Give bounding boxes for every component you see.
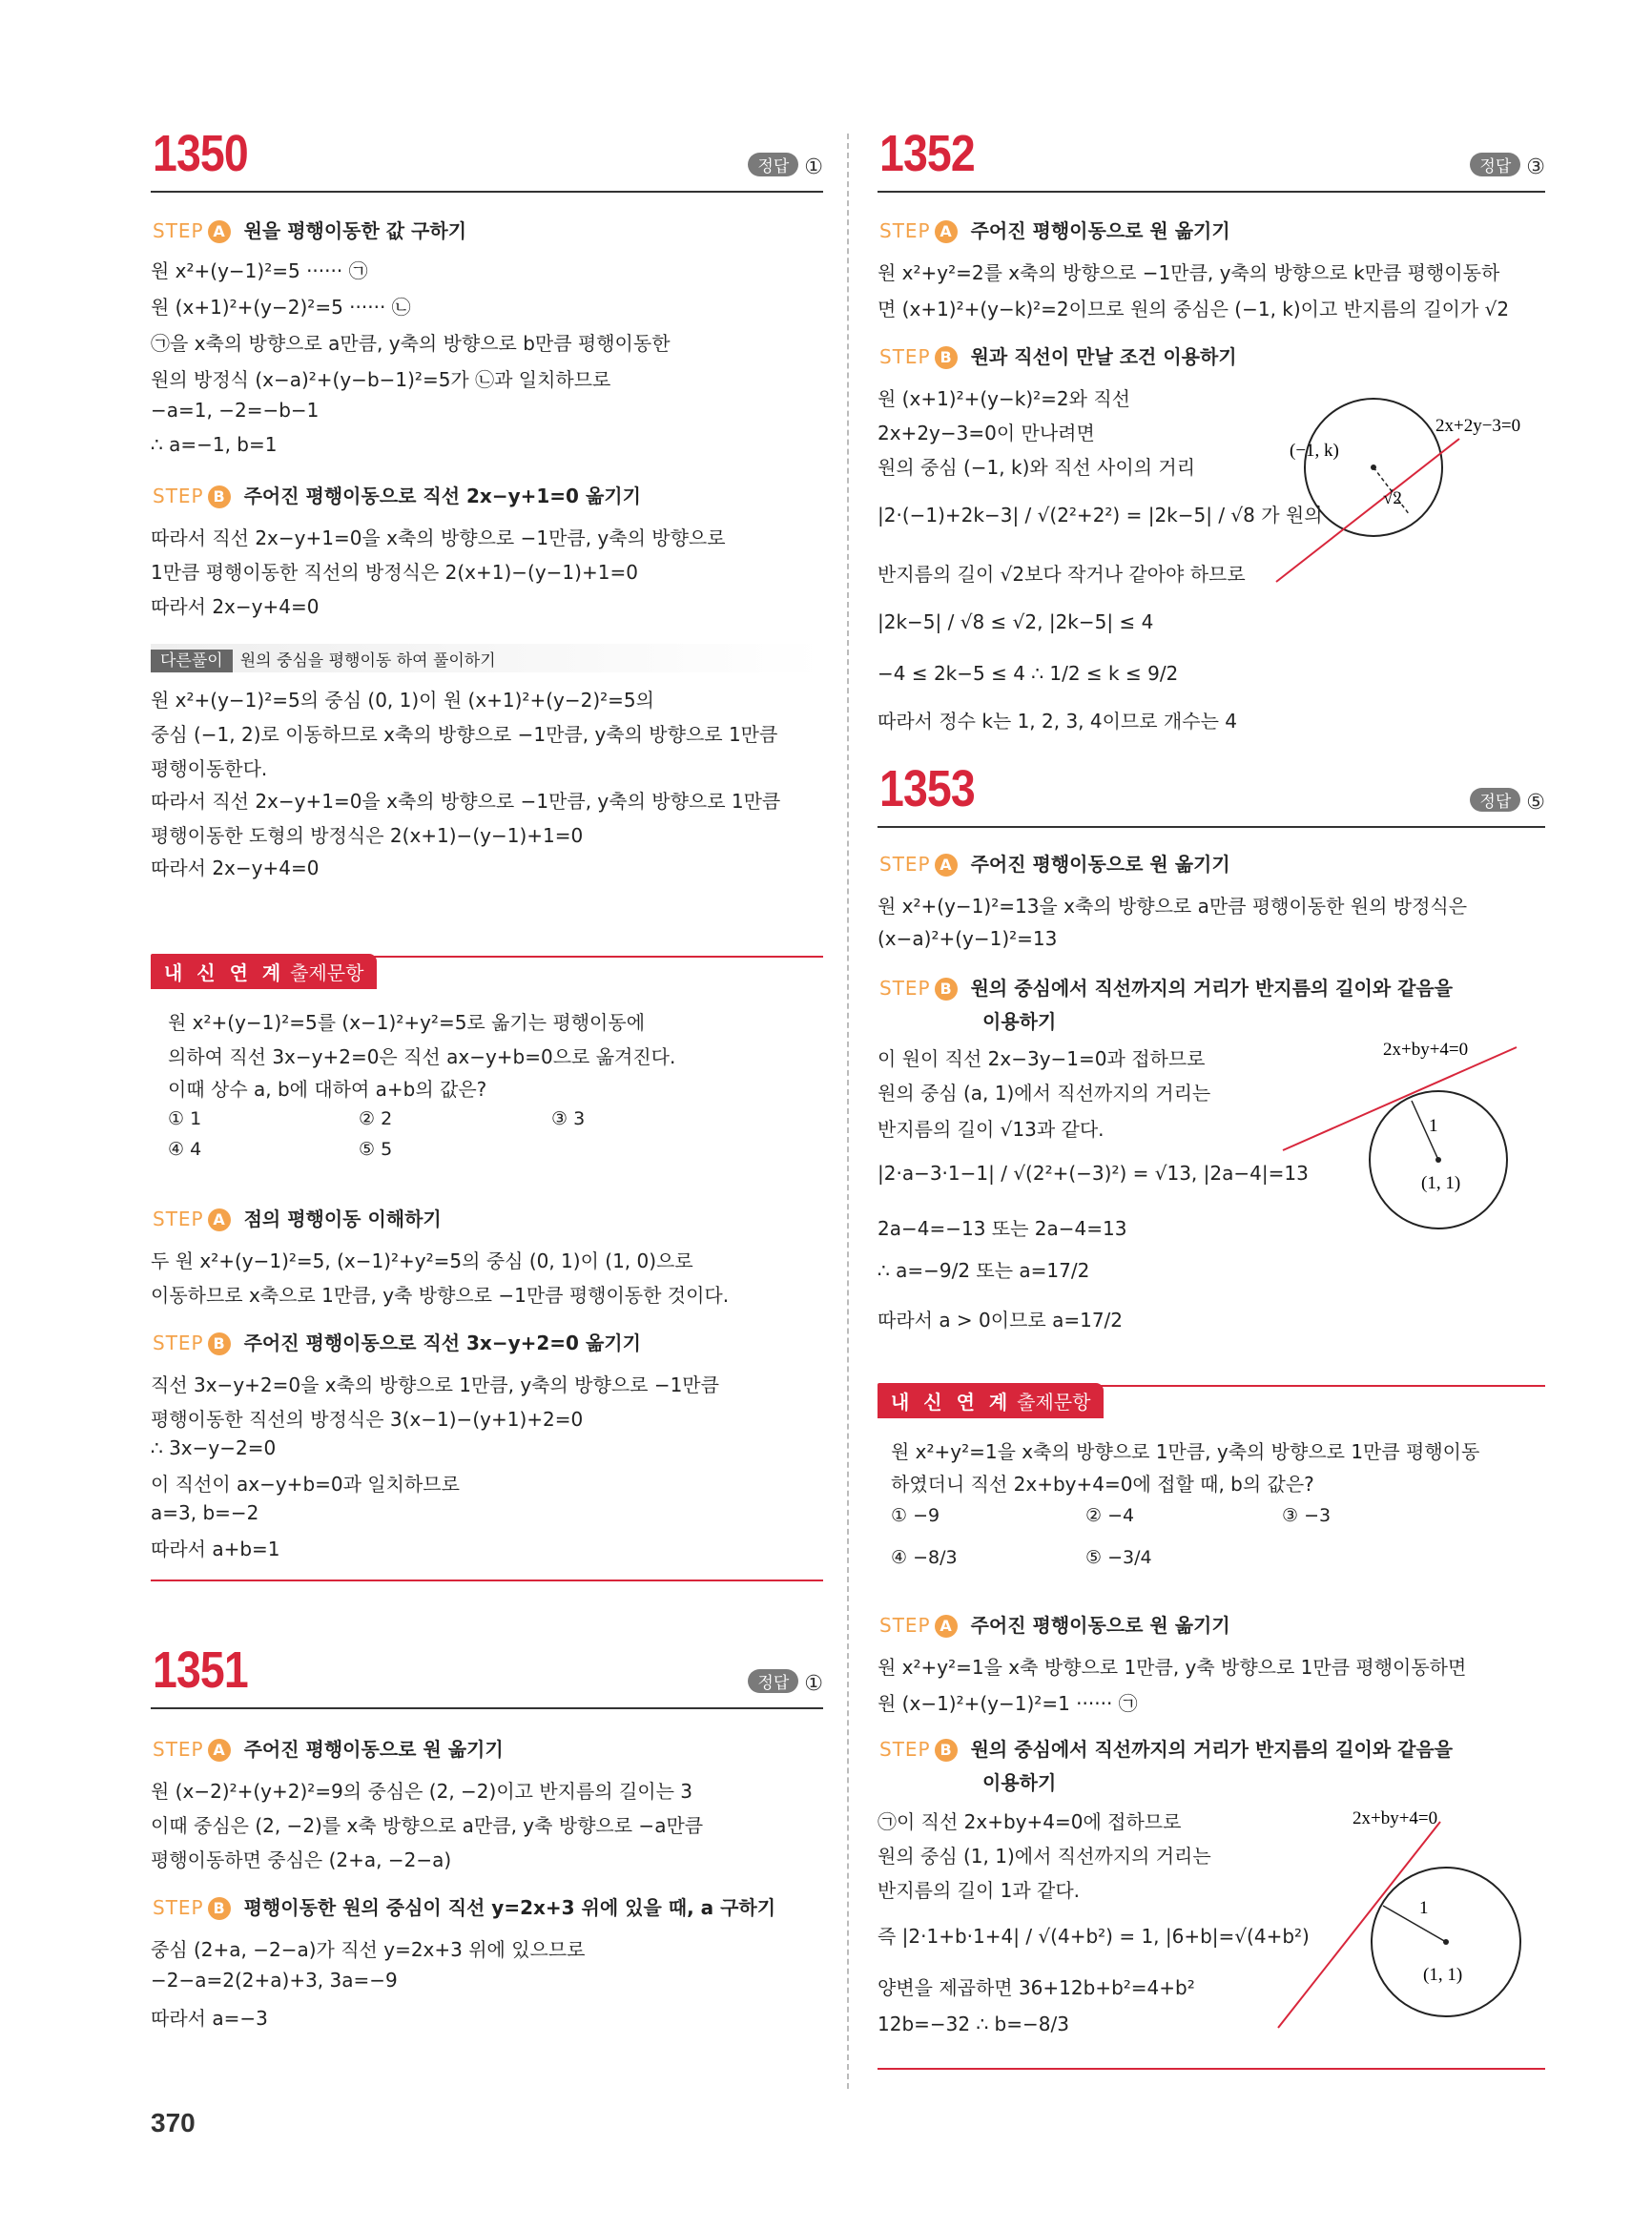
section-rule [878,2068,1545,2070]
step-label: STEP [153,1896,204,1919]
choice-1[interactable]: ① −9 [891,1505,940,1526]
step-label: STEP [153,1738,204,1761]
center-dot [1435,1157,1441,1163]
step-a-heading [879,849,1230,877]
solution-line: −2−a=2(2+a)+3, 3a=−9 [151,1969,398,1992]
solution-line: 평행이동한 직선의 방정식은 3(x−1)−(y+1)+2=0 [151,1408,584,1431]
step-mark: B [935,1739,958,1762]
step-mark: B [208,1897,231,1920]
solution-line: 따라서 a > 0이므로 a=17/2 [878,1309,1124,1332]
step-b-heading [879,341,1237,369]
solution-line: 원의 방정식 (x−a)²+(y−b−1)²=5가 ㉡과 일치하므로 [151,368,611,391]
answer-badge [748,1669,823,1696]
solution-line: 2a−4=−13 또는 2a−4=13 [878,1217,1127,1240]
answer-badge [1470,788,1545,815]
step-label: STEP [153,1332,204,1354]
problem-1353-header [878,759,1545,828]
solution-line: ㉠을 x축의 방향으로 a만큼, y축의 방향으로 b만큼 평행이동한 [151,332,671,355]
choice-5[interactable]: ⑤ −3/4 [1085,1547,1152,1568]
problem-number: 1350 [153,125,248,182]
alt-line: 원 x²+(y−1)²=5의 중심 (0, 1)이 원 (x+1)²+(y−2)²=5의 [151,689,654,712]
solution-line: 원 (x+1)²+(y−2)²=5 ······ ㉡ [151,296,411,319]
solution-line: 이 원이 직선 2x−3y−1=0과 접하므로 [878,1047,1206,1070]
alt-tag: 다른풀이 [151,650,233,672]
center-dot [1443,1939,1449,1945]
step-title: 주어진 평행이동으로 원 옮기기 [243,1738,504,1761]
step-title-cont: 이용하기 [982,1771,1057,1794]
tangent-diagram-1353-q [1269,1799,1545,2037]
step-a-heading [879,216,1230,243]
solution-line: 2x+2y−3=0이 만나려면 [878,422,1095,444]
step-title: 주어진 평행이동으로 원 옮기기 [970,853,1230,876]
choice-3[interactable]: ③ −3 [1282,1505,1332,1526]
choice-1[interactable]: ① 1 [168,1108,202,1129]
solution-line: −a=1, −2=−b−1 [151,399,320,422]
question-line: 하였더니 직선 2x+by+4=0에 접할 때, b의 값은? [891,1473,1314,1496]
answer-tag: 정답 [748,1669,798,1693]
step-title: 평행이동한 원의 중심이 직선 y=2x+3 위에 있을 때, a 구하기 [243,1896,776,1919]
solution-line: 양변을 제곱하면 36+12b+b²=4+b² [878,1976,1195,1999]
answer-badge [748,153,823,179]
naesin-sub: 출제문항 [1017,1391,1091,1414]
naesin-title: 내 신 연 계 [891,1391,1012,1414]
alt-line: 중심 (−1, 2)로 이동하므로 x축의 방향으로 −1만큼, y축의 방향으로 1만큼 [151,723,778,746]
step-title-cont: 이용하기 [982,1010,1057,1033]
solution-line: 12b=−32 ∴ b=−8/3 [878,2013,1069,2035]
question-line: 원 x²+y²=1을 x축의 방향으로 1만큼, y축의 방향으로 1만큼 평행이동 [891,1440,1480,1463]
center-dot [1371,465,1376,470]
step-label: STEP [879,1738,931,1761]
solution-line: 두 원 x²+(y−1)²=5, (x−1)²+y²=5의 중심 (0, 1)이 (1, 0)으로 [151,1249,693,1272]
column-divider [847,134,849,2089]
solution-line: 따라서 정수 k는 1, 2, 3, 4이므로 개수는 4 [878,710,1237,733]
choice-4[interactable]: ④ 4 [168,1139,202,1160]
radius-label: √2 [1383,488,1402,508]
alt-title: 원의 중심을 평행이동 하여 풀이하기 [239,651,496,671]
solution-line: |2·(−1)+2k−3| / √(2²+2²) = |2k−5| / √8 가 원의 [878,504,1323,527]
solution-line: 원 (x−2)²+(y+2)²=9의 중심은 (2, −2)이고 반지름의 길이는 3 [151,1780,692,1803]
step-title: 점의 평행이동 이해하기 [243,1208,442,1230]
step-mark: B [208,485,231,508]
solution-line: 원 x²+(y−1)²=13을 x축의 방향으로 a만큼 평행이동한 원의 방정식은 [878,895,1468,918]
solution-line: ∴ a=−9/2 또는 a=17/2 [878,1259,1090,1282]
solution-line: |2k−5| / √8 ≤ √2, |2k−5| ≤ 4 [878,610,1154,633]
solution-line: |2·a−3·1−1| / √(2²+(−3)²) = √13, |2a−4|=13 [878,1162,1309,1185]
question-line: 이때 상수 a, b에 대하여 a+b의 값은? [168,1078,487,1101]
question-line: 의하여 직선 3x−y+2=0은 직선 ax−y+b=0으로 옮겨진다. [168,1045,676,1068]
problem-number: 1353 [879,760,975,817]
problem-number: 1352 [879,125,975,182]
step-a-heading [153,1204,442,1231]
solution-line: 면 (x+1)²+(y−k)²=2이므로 원의 중심은 (−1, k)이고 반지름의 길이가 √2 [878,298,1510,320]
naesin-title: 내 신 연 계 [164,961,285,984]
solution-line: (x−a)²+(y−1)²=13 [878,927,1058,950]
solution-line: 원 x²+(y−1)²=5 ······ ㉠ [151,259,368,282]
solution-line: 즉 |2·1+b·1+4| / √(4+b²) = 1, |6+b|=√(4+b²) [878,1925,1310,1948]
center-label: (1, 1) [1423,1965,1463,1985]
solution-line: a=3, b=−2 [151,1501,259,1524]
answer-tag: 정답 [1470,153,1520,176]
step-mark: B [208,1332,231,1355]
line-label: 2x+by+4=0 [1383,1040,1469,1060]
solution-line: 중심 (2+a, −2−a)가 직선 y=2x+3 위에 있으므로 [151,1938,586,1961]
solution-line: 원 x²+y²=2를 x축의 방향으로 −1만큼, y축의 방향으로 k만큼 평행이동하 [878,261,1500,284]
line-label: 2x+by+4=0 [1353,1808,1438,1828]
step-label: STEP [879,345,931,368]
step-mark: A [935,854,958,877]
answer-value: ③ [1526,155,1545,179]
step-label: STEP [879,977,931,1000]
problem-1351-header [151,1641,823,1709]
step-label: STEP [879,853,931,876]
radius-segment [1383,1906,1446,1942]
solution-line: 따라서 직선 2x−y+1=0을 x축의 방향으로 −1만큼, y축의 방향으로 [151,527,726,549]
step-label: STEP [879,1614,931,1637]
step-title: 원과 직선이 만날 조건 이용하기 [970,345,1237,368]
answer-value: ① [804,155,823,179]
step-mark: A [208,220,231,243]
question-line: 원 x²+(y−1)²=5를 (x−1)²+y²=5로 옮기는 평행이동에 [168,1011,646,1034]
naesin-badge [878,1383,1104,1418]
solution-line: 원의 중심 (−1, k)와 직선 사이의 거리 [878,456,1196,479]
tangent-diagram-1353 [1278,1036,1545,1246]
naesin-sub: 출제문항 [290,961,364,984]
step-mark: B [935,978,958,1001]
choice-4[interactable]: ④ −8/3 [891,1547,958,1568]
solution-line: ㉠이 직선 2x+by+4=0에 접하므로 [878,1810,1182,1833]
problem-number: 1351 [153,1642,248,1699]
step-label: STEP [153,219,204,242]
radius-label: 1 [1419,1898,1429,1918]
solution-line: 원의 중심 (a, 1)에서 직선까지의 거리는 [878,1082,1211,1105]
solution-line: ∴ a=−1, b=1 [151,433,278,456]
step-mark: B [935,346,958,369]
solution-line: 원 (x−1)²+(y−1)²=1 ······ ㉠ [878,1692,1138,1715]
solution-line: 이 직선이 ax−y+b=0과 일치하므로 [151,1473,460,1496]
solution-line: 원 x²+y²=1을 x축 방향으로 1만큼, y축 방향으로 1만큼 평행이동하면 [878,1656,1467,1679]
step-a-heading [153,216,466,243]
solution-line: 이때 중심은 (2, −2)를 x축 방향으로 a만큼, y축 방향으로 −a만큼 [151,1814,704,1837]
step-label: STEP [153,1208,204,1230]
step-label: STEP [153,485,204,507]
step-b-heading [153,1892,775,1920]
solution-line: 평행이동하면 중심은 (2+a, −2−a) [151,1848,452,1871]
alt-solution-heading [151,647,496,671]
choice-2[interactable]: ② 2 [359,1108,393,1129]
step-mark: A [935,1615,958,1638]
answer-value: ① [804,1672,823,1696]
answer-value: ⑤ [1526,791,1545,815]
solution-line: 1만큼 평행이동한 직선의 방정식은 2(x+1)−(y−1)+1=0 [151,561,638,584]
problem-1352-header [878,124,1545,193]
step-b-heading [153,1328,641,1355]
step-b-heading [879,973,1453,1034]
alt-line: 따라서 2x−y+4=0 [151,857,320,879]
solution-line: ∴ 3x−y−2=0 [151,1436,277,1459]
step-mark: A [935,220,958,243]
solution-line: 따라서 a=−3 [151,2007,268,2030]
answer-tag: 정답 [1470,788,1520,812]
step-title: 주어진 평행이동으로 원 옮기기 [970,1614,1230,1637]
step-title: 원을 평행이동한 값 구하기 [243,219,467,242]
tangent-line [1283,1047,1517,1150]
section-rule [151,1580,823,1581]
solution-line: −4 ≤ 2k−5 ≤ 4 ∴ 1/2 ≤ k ≤ 9/2 [878,662,1179,685]
center-label: (−1, k) [1290,441,1339,461]
step-title: 주어진 평행이동으로 원 옮기기 [970,219,1230,242]
step-b-heading [879,1734,1453,1795]
solution-line: 직선 3x−y+2=0을 x축의 방향으로 1만큼, y축의 방향으로 −1만큼 [151,1373,719,1396]
alt-line: 평행이동한다. [151,757,268,780]
naesin-badge [151,954,377,989]
solution-line: 원의 중심 (1, 1)에서 직선까지의 거리는 [878,1845,1211,1868]
solution-line: 이동하므로 x축으로 1만큼, y축 방향으로 −1만큼 평행이동한 것이다. [151,1284,730,1307]
step-title: 원의 중심에서 직선까지의 거리가 반지름의 길이와 같음을 [970,977,1454,1000]
step-title: 원의 중심에서 직선까지의 거리가 반지름의 길이와 같음을 [970,1738,1454,1761]
solution-line: 따라서 2x−y+4=0 [151,595,320,618]
step-b-heading [153,481,641,508]
line-label: 2x+2y−3=0 [1435,416,1521,436]
alt-line: 평행이동한 도형의 방정식은 2(x+1)−(y−1)+1=0 [151,824,584,847]
choice-5[interactable]: ⑤ 5 [359,1139,393,1160]
solution-line: 반지름의 길이 √2보다 작거나 같아야 하므로 [878,563,1246,586]
step-a-heading [879,1610,1230,1638]
choice-3[interactable]: ③ 3 [551,1108,586,1129]
choice-2[interactable]: ② −4 [1085,1505,1135,1526]
step-mark: A [208,1208,231,1231]
center-label: (1, 1) [1421,1173,1461,1193]
solution-line: 따라서 a+b=1 [151,1538,280,1560]
solution-line: 반지름의 길이 √13과 같다. [878,1118,1105,1141]
radius-label: 1 [1429,1116,1438,1136]
step-label: STEP [879,219,931,242]
answer-tag: 정답 [748,153,798,176]
page-number: 370 [151,2108,196,2137]
solution-line: 원 (x+1)²+(y−k)²=2와 직선 [878,387,1130,410]
step-mark: A [208,1739,231,1762]
step-title: 주어진 평행이동으로 직선 2x−y+1=0 옮기기 [243,485,641,507]
step-a-heading [153,1734,504,1762]
alt-line: 따라서 직선 2x−y+1=0을 x축의 방향으로 −1만큼, y축의 방향으로 1만큼 [151,790,781,813]
solution-line: 반지름의 길이 1과 같다. [878,1879,1081,1902]
tangent-diagram-1352 [1269,391,1545,591]
problem-1350-header [151,124,823,193]
step-title: 주어진 평행이동으로 직선 3x−y+2=0 옮기기 [243,1332,641,1354]
answer-badge [1470,153,1545,179]
